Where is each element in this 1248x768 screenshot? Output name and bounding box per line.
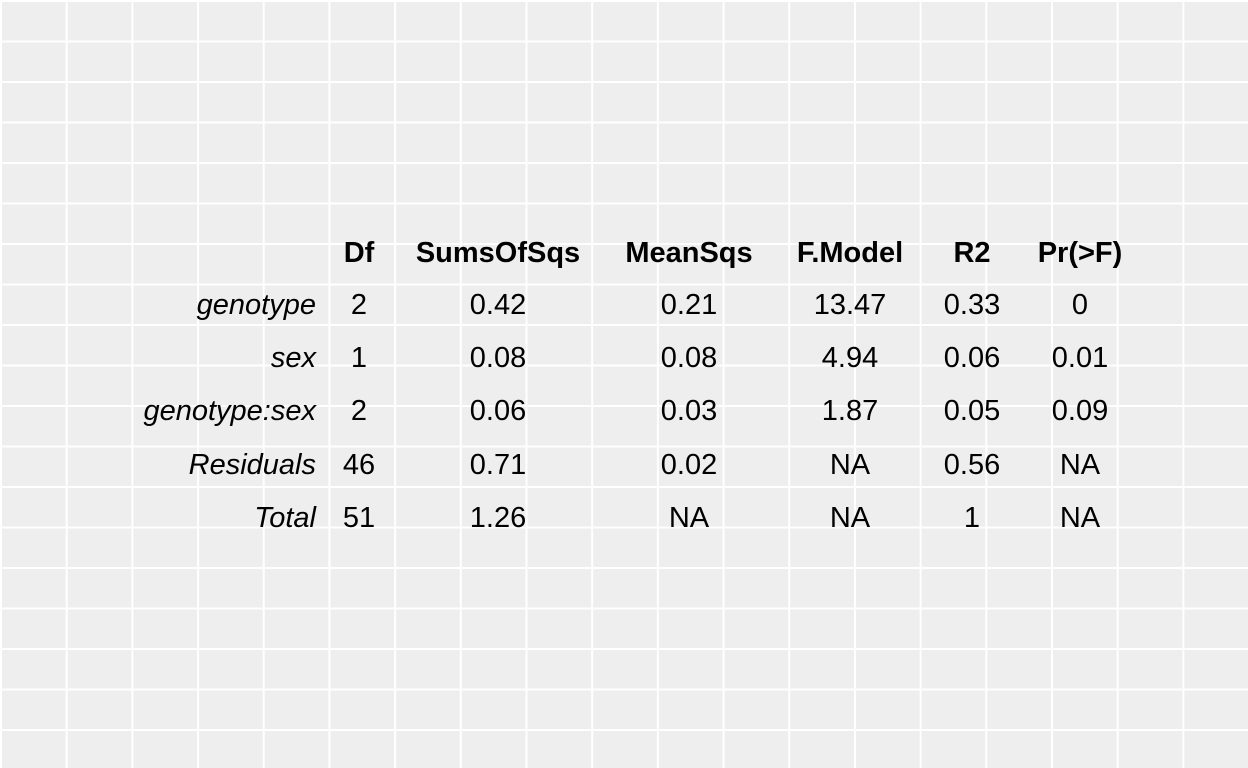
cell-genotype-sex-f-model: 1.87 <box>821 395 879 428</box>
cell-residuals-f-model: NA <box>829 448 871 481</box>
cell-genotype-sex-df: 2 <box>350 395 368 428</box>
cell-genotype-r2: 0.33 <box>943 289 1001 321</box>
column-header-df: Df <box>343 237 375 269</box>
cell-genotype-sex-r2: 0.05 <box>943 395 1001 428</box>
cell-sex-sumsofsqs: 0.08 <box>469 342 527 375</box>
column-header-sumsofsqs: SumsOfSqs <box>415 237 581 269</box>
cell-genotype-sex-sumsofsqs: 0.06 <box>469 395 527 428</box>
cell-genotype-f-model: 13.47 <box>813 289 887 321</box>
row-label-genotype: genotype <box>196 289 316 321</box>
cell-sex-meansqs: 0.08 <box>660 342 718 375</box>
cell-genotype-sex-meansqs: 0.03 <box>660 395 718 428</box>
cell-residuals-r2: 0.56 <box>943 448 1001 481</box>
column-header-f-model: F.Model <box>796 237 904 269</box>
column-header-r2: R2 <box>953 237 991 269</box>
row-label-total: Total <box>254 501 316 534</box>
cell-residuals-df: 46 <box>342 448 376 481</box>
cell-sex-pr-f: 0.01 <box>1051 342 1109 375</box>
cell-genotype-meansqs: 0.21 <box>660 289 718 321</box>
cell-genotype-df: 2 <box>350 289 368 321</box>
cell-total-meansqs: NA <box>668 501 710 534</box>
cell-genotype-sex-pr-f: 0.09 <box>1051 395 1109 428</box>
column-header-meansqs: MeanSqs <box>625 237 753 269</box>
row-label-sex: sex <box>270 342 316 375</box>
cell-residuals-meansqs: 0.02 <box>660 448 718 481</box>
row-label-residuals: Residuals <box>188 448 316 481</box>
cell-total-r2: 1 <box>963 501 981 534</box>
cell-genotype-pr-f: 0 <box>1071 289 1089 321</box>
cell-sex-f-model: 4.94 <box>821 342 879 375</box>
cell-total-df: 51 <box>342 501 376 534</box>
cell-total-sumsofsqs: 1.26 <box>469 501 527 534</box>
cell-total-pr-f: NA <box>1059 501 1101 534</box>
cell-sex-df: 1 <box>350 342 368 375</box>
cell-genotype-sumsofsqs: 0.42 <box>469 289 527 321</box>
cell-total-f-model: NA <box>829 501 871 534</box>
row-label-genotype-sex: genotype:sex <box>143 395 316 428</box>
cell-residuals-sumsofsqs: 0.71 <box>469 448 527 481</box>
column-header-pr-f: Pr(>F) <box>1037 237 1123 269</box>
cell-sex-r2: 0.06 <box>943 342 1001 375</box>
cell-residuals-pr-f: NA <box>1059 448 1101 481</box>
